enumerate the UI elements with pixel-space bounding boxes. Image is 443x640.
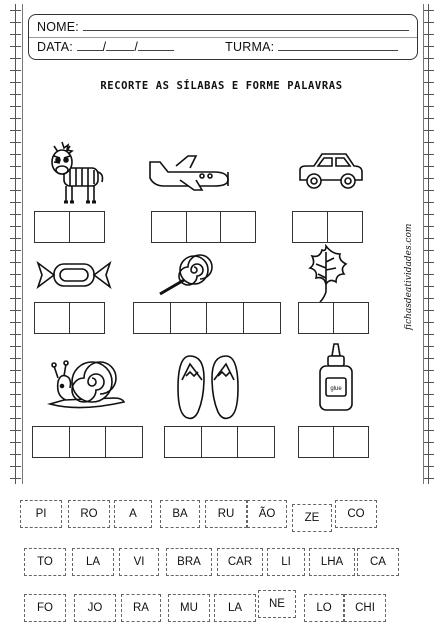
syllable-boxes-glue[interactable] [298,426,369,458]
syllable-tile[interactable]: JO [74,594,116,622]
ruler-tick [423,166,434,167]
syllable-tile[interactable]: FO [24,594,66,622]
ruler-tick [423,394,434,395]
ruler-tick [423,454,434,455]
syllable-box[interactable] [105,426,143,458]
ruler-tick [10,34,21,35]
syllable-tile[interactable]: A [114,500,152,528]
ruler-tick [423,466,434,467]
ruler-tick [10,250,21,251]
ruler-tick [10,442,21,443]
flip-flops-icon [172,352,244,422]
syllable-tile[interactable]: RA [121,594,161,622]
syllable-box[interactable] [327,211,363,243]
syllable-tile[interactable]: NE [258,590,296,618]
syllable-tile[interactable]: PI [20,500,62,528]
date-month-field[interactable] [106,39,134,51]
syllable-box[interactable] [333,302,369,334]
ruler-tick [10,106,21,107]
ruler-tick [10,478,21,479]
syllable-box[interactable] [298,426,334,458]
ruler-tick [10,418,21,419]
ruler-tick [423,202,434,203]
ruler-tick [10,142,21,143]
left-margin-ruler [10,4,22,484]
syllable-boxes-flip-flops[interactable] [164,426,275,458]
syllable-tile[interactable]: CO [335,500,377,528]
date-label: DATA: [37,40,73,54]
syllable-box[interactable] [292,211,328,243]
ruler-tick [423,106,434,107]
ruler-tick [10,394,21,395]
syllable-tile[interactable]: LO [304,594,344,622]
ruler-tick [10,214,21,215]
ruler-tick [423,22,434,23]
ruler-tick [10,130,21,131]
ruler-tick [10,454,21,455]
ruler-tick [423,226,434,227]
ruler-tick [10,166,21,167]
class-label: TURMA: [225,40,275,54]
ruler-tick [10,262,21,263]
syllable-tile[interactable]: ÃO [247,500,287,528]
ruler-tick [10,202,21,203]
syllable-box[interactable] [333,426,369,458]
ruler-tick [10,370,21,371]
syllable-boxes-leaf[interactable] [298,302,369,334]
syllable-box[interactable] [206,302,244,334]
ruler-tick [423,130,434,131]
syllable-tile[interactable]: LA [214,594,256,622]
ruler-tick [423,142,434,143]
ruler-tick [423,310,434,311]
name-field[interactable] [83,19,409,31]
ruler-tick [10,10,21,11]
ruler-tick [423,178,434,179]
ruler-tick [10,58,21,59]
syllable-box[interactable] [34,211,70,243]
syllable-box[interactable] [201,426,239,458]
date-row [37,39,398,54]
ruler-tick [423,406,434,407]
syllable-tile[interactable]: ZE [292,504,332,532]
date-year-field[interactable] [138,39,174,51]
ruler-tick [423,298,434,299]
ruler-tick [10,334,21,335]
ruler-tick [423,154,434,155]
syllable-tile[interactable]: VI [119,548,159,576]
site-credit: fichasdeatividades.com [404,223,414,330]
date-day-field[interactable] [77,39,103,51]
syllable-tile[interactable]: CAR [217,548,263,576]
syllable-tile[interactable]: MU [168,594,210,622]
car-icon [296,150,364,192]
ruler-tick [423,442,434,443]
ruler-tick [10,154,21,155]
syllable-tile[interactable]: TO [24,548,66,576]
name-row [37,19,409,34]
glue-label: glue [330,386,342,392]
lollipop-icon [156,252,214,298]
ruler-tick [10,406,21,407]
ruler-tick [423,370,434,371]
syllable-box[interactable] [34,302,70,334]
ruler-tick [423,238,434,239]
ruler-tick [423,358,434,359]
ruler-tick [423,10,434,11]
ruler-tick [10,322,21,323]
ruler-tick [423,478,434,479]
ruler-tick [10,310,21,311]
date-separator: / [102,40,107,54]
ruler-tick [423,430,434,431]
syllable-box[interactable] [170,302,208,334]
ruler-tick [423,34,434,35]
syllable-boxes-airplane[interactable] [151,211,256,243]
ruler-tick [423,250,434,251]
syllable-tile[interactable]: LA [72,548,114,576]
syllable-box[interactable] [133,302,171,334]
class-field[interactable] [278,39,398,51]
ruler-tick [10,226,21,227]
syllable-box[interactable] [32,426,70,458]
syllable-box[interactable] [69,426,107,458]
syllable-tile[interactable]: BRA [166,548,212,576]
ruler-tick [423,58,434,59]
ruler-tick [10,430,21,431]
leaf-icon [302,244,352,304]
ruler-tick [423,286,434,287]
ruler-tick [10,358,21,359]
syllable-boxes-car[interactable] [292,211,363,243]
ruler-tick [423,274,434,275]
ruler-tick [10,346,21,347]
syllable-tile[interactable]: LI [267,548,305,576]
ruler-tick [423,70,434,71]
syllable-tile[interactable]: RU [205,500,247,528]
name-label: NOME: [37,20,79,34]
instruction-title: RECORTE AS SÍLABAS E FORME PALAVRAS [100,80,343,92]
ruler-tick [10,298,21,299]
ruler-tick [10,22,21,23]
ruler-tick [423,190,434,191]
ruler-tick [10,118,21,119]
syllable-box[interactable] [298,302,334,334]
ruler-tick [423,214,434,215]
syllable-tile[interactable]: RO [68,500,110,528]
syllable-box[interactable] [220,211,256,243]
syllable-boxes-zebra[interactable] [34,211,105,243]
ruler-tick [10,178,21,179]
syllable-boxes-lollipop[interactable] [133,302,281,334]
ruler-tick [10,190,21,191]
ruler-tick [10,70,21,71]
ruler-tick [10,382,21,383]
candy-icon [32,258,116,292]
syllable-box[interactable] [164,426,202,458]
date-separator: / [134,40,139,54]
ruler-tick [423,262,434,263]
syllable-tile[interactable]: LHA [309,548,355,576]
syllable-box[interactable] [237,426,275,458]
syllable-box[interactable] [151,211,187,243]
ruler-tick [423,118,434,119]
ruler-tick [10,238,21,239]
ruler-tick [10,274,21,275]
ruler-tick [10,94,21,95]
ruler-tick [10,46,21,47]
student-info-header [28,14,418,60]
ruler-tick [423,418,434,419]
snail-icon [44,356,128,412]
syllable-tile[interactable]: CA [357,548,399,576]
ruler-tick [423,46,434,47]
ruler-tick [10,466,21,467]
syllable-boxes-candy[interactable] [34,302,105,334]
ruler-tick [423,322,434,323]
ruler-tick [423,346,434,347]
syllable-box[interactable] [243,302,281,334]
airplane-icon [146,152,232,192]
syllable-tile[interactable]: BA [160,500,200,528]
zebra-icon [44,140,106,210]
syllable-tile[interactable]: CHI [344,594,386,622]
ruler-tick [423,94,434,95]
ruler-tick [423,382,434,383]
syllable-box[interactable] [69,211,105,243]
header-divider [29,37,417,38]
syllable-boxes-snail[interactable] [32,426,143,458]
syllable-box[interactable] [186,211,222,243]
ruler-tick [423,334,434,335]
glue-icon [314,342,358,414]
right-margin-ruler [423,4,435,484]
syllable-box[interactable] [69,302,105,334]
ruler-tick [10,286,21,287]
